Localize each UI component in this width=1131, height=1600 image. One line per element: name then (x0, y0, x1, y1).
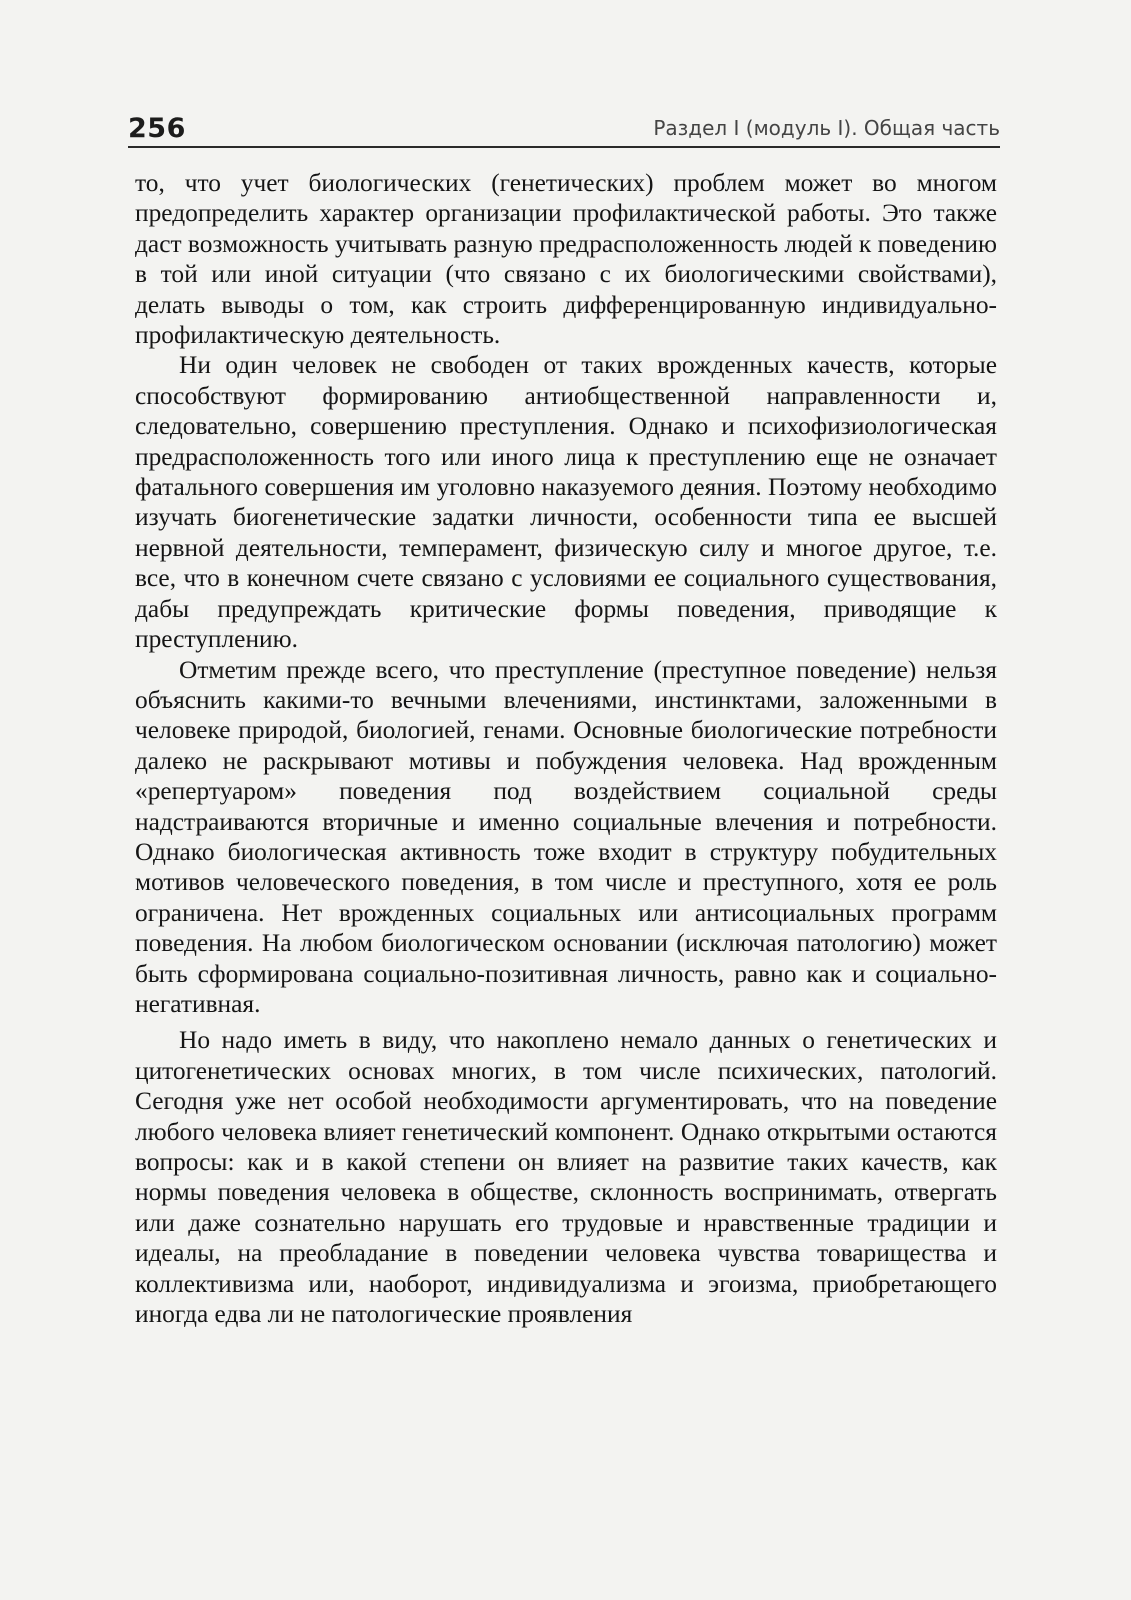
paragraph: то, что учет биологических (генетических) проблем может во многом предопределить характер организации профилактической работы. Это также даст возможность учитывать разную предрасположенность людей к поведению в той или иной ситуации (что связано с их биологическими свойствами), делать выводы о том, как строить дифференцированную индивидуально-профилактическую деятельность. (135, 169, 997, 350)
paragraph: Ни один человек не свободен от таких врожденных качеств, которые способствуют формированию антиобщественной направленности и, следовательно, совершению преступления. Однако и психофизиологическая предрасположенность того или иного лица к преступлению еще не означает фатального совершения им уголовно наказуемого деяния. Поэтому необходимо изучать биогенетические задатки личности, особенности типа ее высшей нервной деятельности, темперамент, физическую силу и многое другое, т.е. все, что в конечном счете связано с условиями ее социального существования, дабы предупреждать критические формы поведения, приводящие к преступлению. (135, 351, 997, 654)
body-text (135, 168, 997, 1329)
running-head: Раздел I (модуль I). Общая часть (653, 116, 1000, 140)
page-number: 256 (128, 113, 186, 144)
paragraph: Но надо иметь в виду, что накоплено немало данных о генетических и цитогенетических основах многих, в том числе психических, патологий. Сегодня уже нет особой необходимости аргументировать, что на поведение любого человека влияет генетический компонент. Однако открытыми остаются вопросы: как и в какой степени он влияет на развитие таких качеств, как нормы поведения человека в обществе, склонность воспринимать, отвергать или даже сознательно нарушать его трудовые и нравственные традиции и идеалы, на преобладание в поведении человека чувства товарищества и коллективизма или, наоборот, индивидуализма и эгоизма, приобретающего иногда едва ли не патологические проявления (135, 1026, 997, 1329)
page-header (128, 110, 1000, 148)
paragraph: Отметим прежде всего, что преступление (преступное поведение) нельзя объяснить какими-то вечными влечениями, инстинктами, заложенными в человеке природой, биологией, генами. Основные биологические потребности далеко не раскрывают мотивы и побуждения человека. Над врожденным «репертуаром» поведения под воздействием социальной среды надстраиваются вторичные и именно социальные влечения и потребности. Однако биологическая активность тоже входит в структуру побудительных мотивов человеческого поведения, в том числе и преступного, хотя ее роль ограничена. Нет врожденных социальных или антисоциальных программ поведения. На любом биологическом основании (исключая патологию) может быть сформирована социально-позитивная личность, равно как и социально-негативная. (135, 655, 997, 1018)
